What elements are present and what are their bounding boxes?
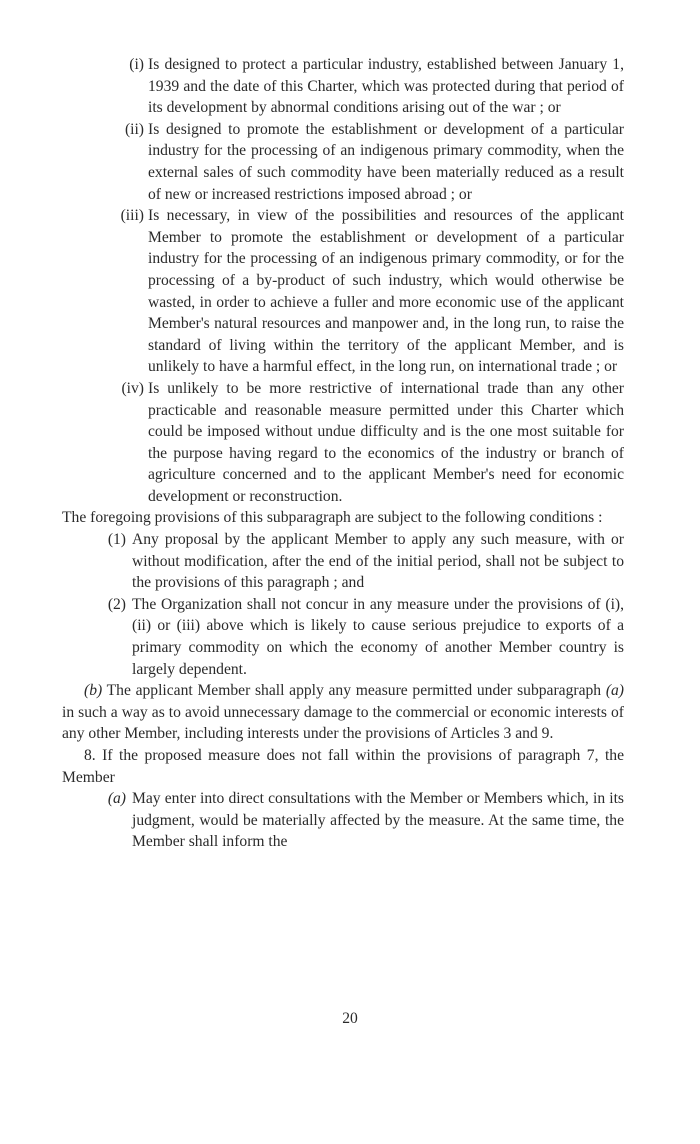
page-number: 20 — [342, 1010, 358, 1027]
subparagraph-label: (a) — [107, 790, 126, 808]
paragraph-b-text-2: in such a way as to avoid unnecessary damage to the commercial or economic interests of any other Member, including interests under the provisions of Articles 3 and 9. — [62, 703, 624, 743]
item-text: Is unlikely to be more restrictive of international trade than any other practicable and reasonable measure permitted under this Charter which could be imposed without undue difficulty and is the one most suitable for the purpose having regard to the economics of the industry or branch of agriculture concerned and to the applicant Member's need for economic development or reconstruction. — [148, 379, 624, 505]
item-text: Is designed to protect a particular industry, established between January 1, 1939 and the date of this Charter, which was protected during that period of its development by abnormal conditions arising out of the war ; or — [148, 56, 624, 117]
list-item-iii — [62, 205, 624, 378]
item-number: (iv) — [121, 379, 144, 397]
paragraph-b-text-1: The applicant Member shall apply any measure permitted under subparagraph — [106, 682, 602, 700]
subparagraph-text: May enter into direct consultations with the Member or Members which, in its judgment, would be materially affected by the measure. At the same time, the Member shall inform the — [132, 790, 624, 851]
subparagraph-a — [62, 788, 624, 853]
list-item-iv — [62, 378, 624, 508]
item-number: (iii) — [120, 207, 144, 225]
condition-number: (1) — [107, 531, 126, 549]
paragraph-8: 8. If the proposed measure does not fall within the provisions of paragraph 7, the Member — [62, 747, 624, 786]
paragraph-b-label: (b) — [84, 682, 103, 700]
list-item-i — [62, 54, 624, 119]
body-text — [62, 54, 624, 853]
condition-2 — [62, 594, 624, 680]
condition-text: The Organization shall not concur in any measure under the provisions of (i), (ii) or (iii) above which is likely to cause serious prejudice to exports of a primary commodity on which the economy of another Member country is largely dependent. — [132, 595, 624, 678]
item-text: Is necessary, in view of the possibilities and resources of the applicant Member to promote the establishment or development of a particular industry for the processing of an indigenous primary commodity, or for the processing of a by-product of such industry, which would otherwise be wasted, in order to achieve a fuller and more economic use of the applicant Member's natural resources and manpower and, in the long run, to raise the standard of living within the territory of the applicant Member, and is unlikely to have a harmful effect, in the long run, on international trade ; or — [148, 207, 624, 376]
condition-1 — [62, 529, 624, 594]
paragraph-b — [62, 680, 624, 745]
list-item-ii — [62, 119, 624, 205]
paragraph-b-ref: (a) — [605, 682, 624, 700]
condition-number: (2) — [107, 595, 126, 613]
item-number: (i) — [129, 56, 144, 73]
item-number: (ii) — [124, 120, 144, 138]
condition-text: Any proposal by the applicant Member to apply any such measure, with or without modification, after the end of the initial period, shall not be subject to the provisions of this paragraph ; and — [132, 531, 624, 592]
item-text: Is designed to promote the establishment or development of a particular industry for the processing of an indigenous primary commodity, when the external sales of such commodity have been materially reduced as a result of new or increased restrictions imposed abroad ; or — [148, 120, 624, 203]
conditions-intro: The foregoing provisions of this subparagraph are subject to the following conditions : — [62, 509, 603, 527]
